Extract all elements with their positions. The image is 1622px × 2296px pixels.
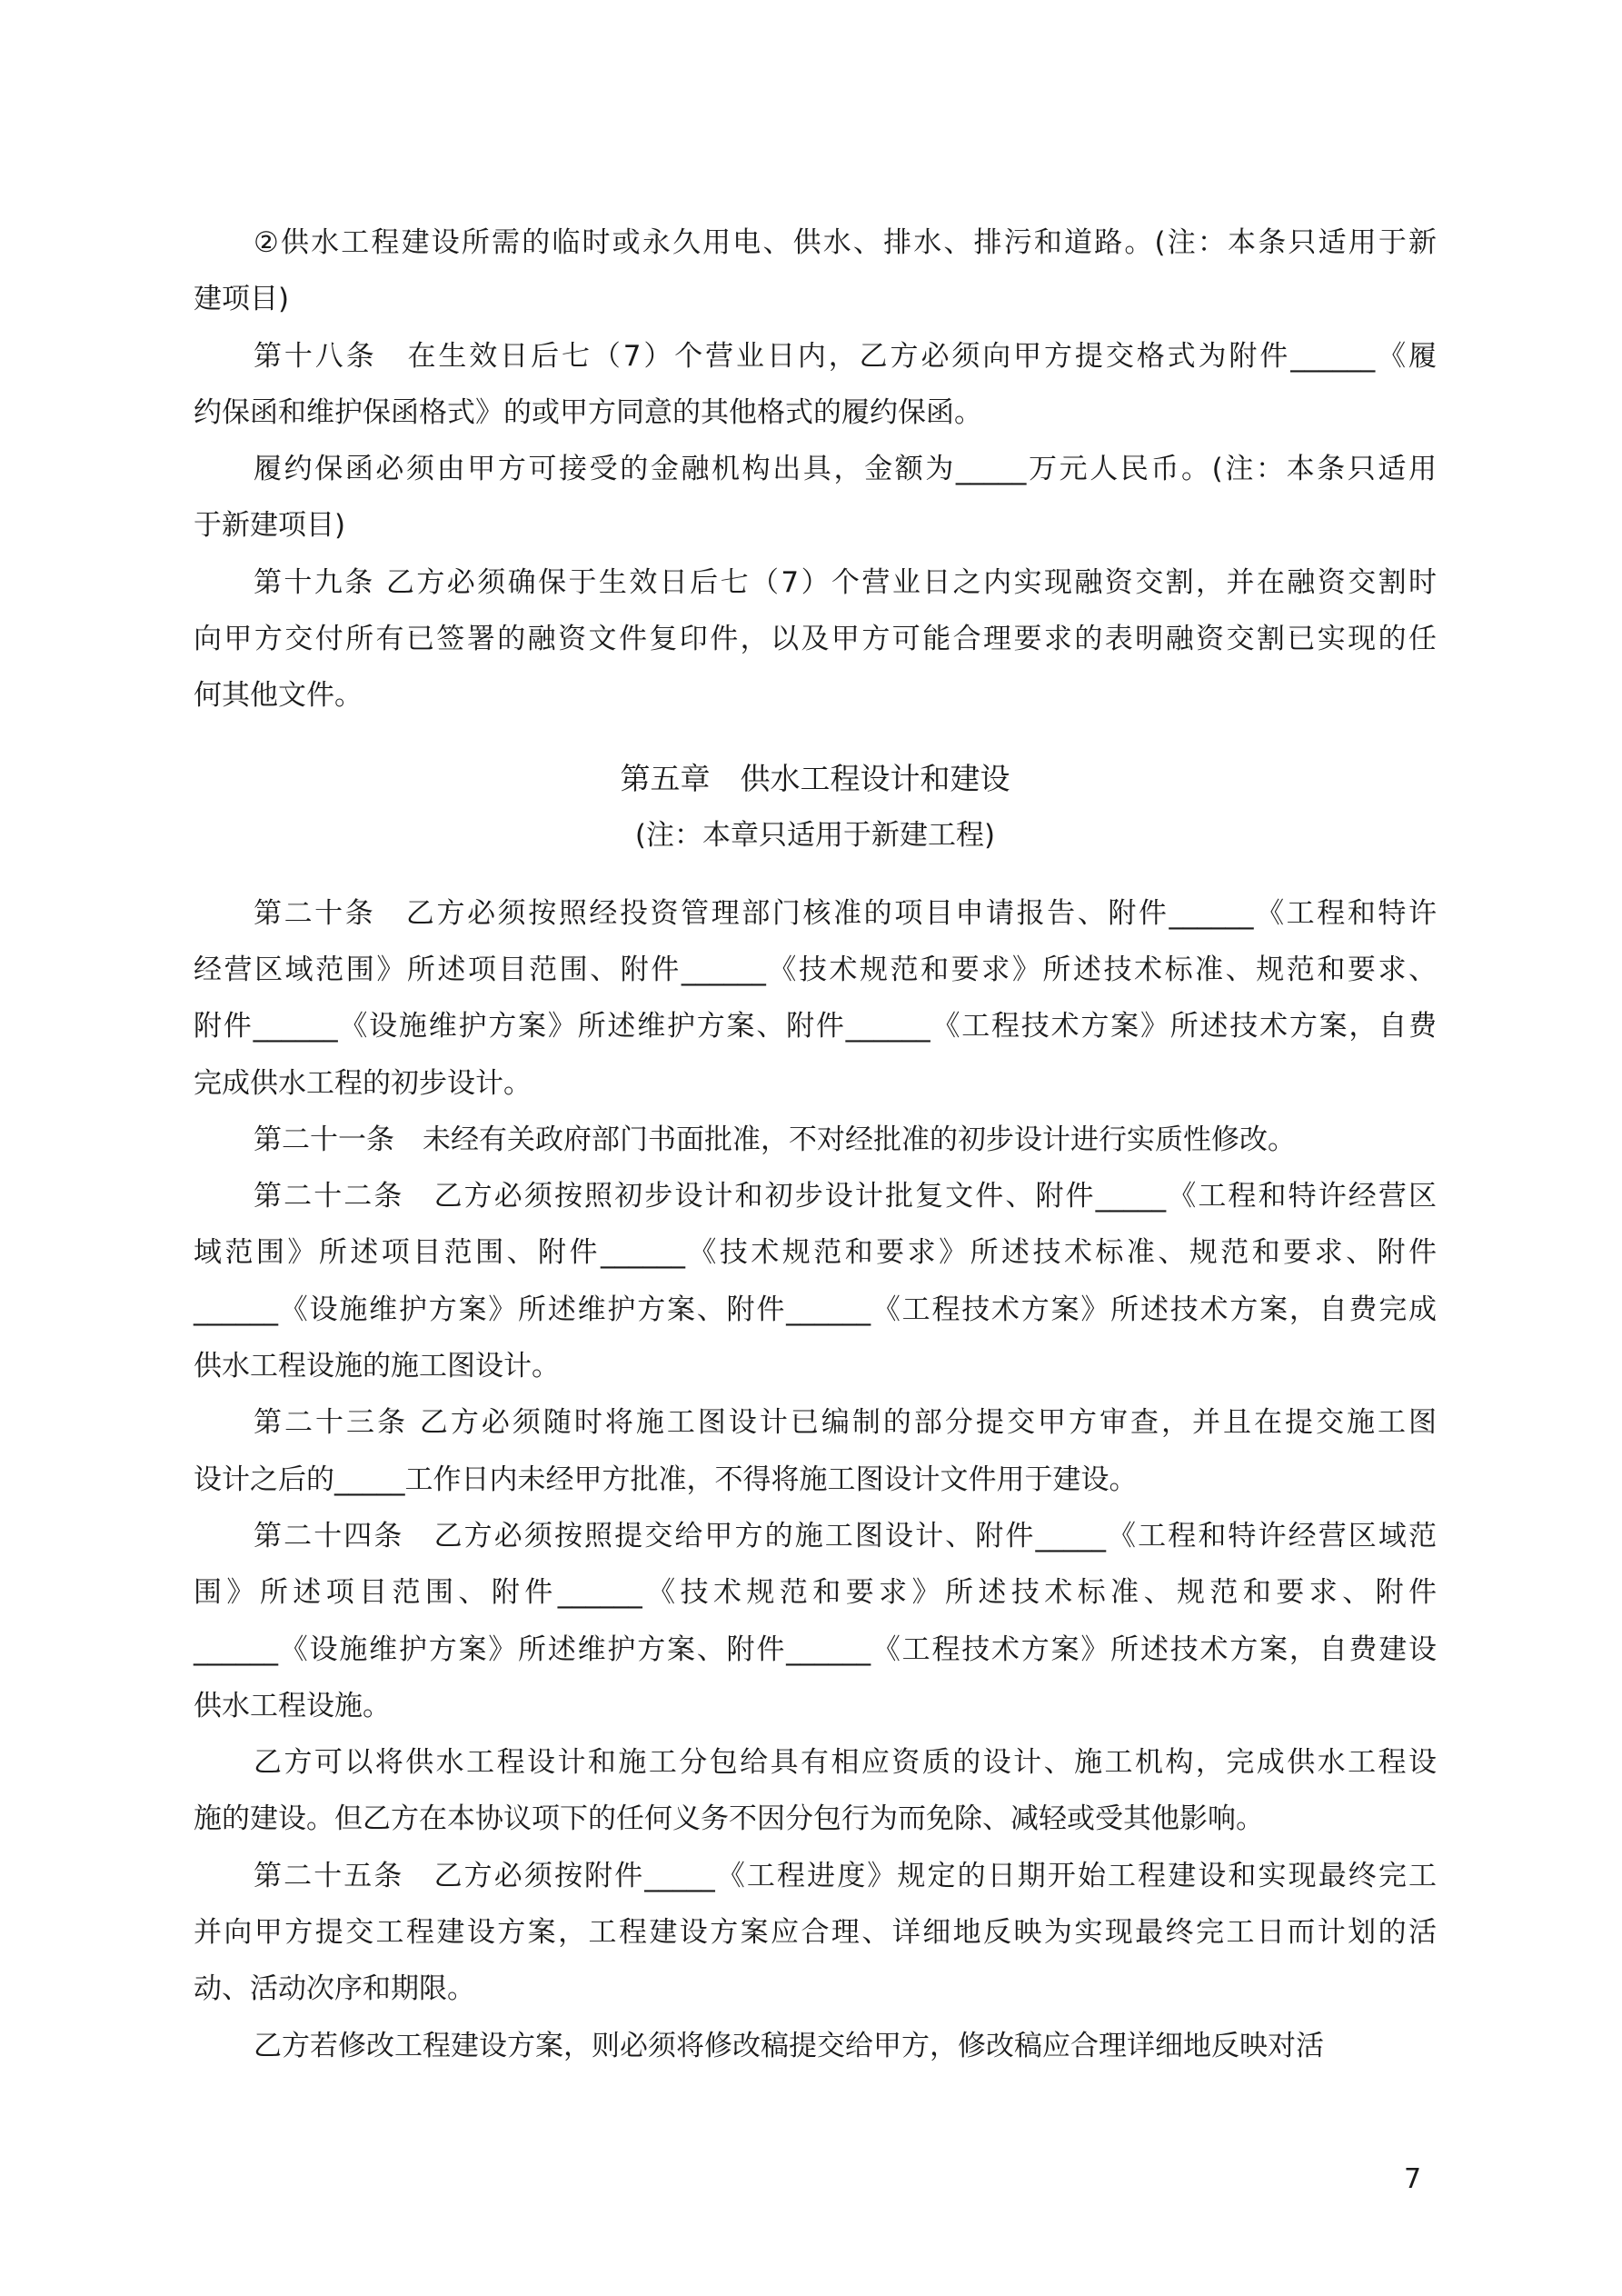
page-number: 7 (1404, 2163, 1422, 2195)
paragraph (194, 2018, 1437, 2074)
paragraph-line: ______《设施维护方案》所述维护方案、附件______《工程技术方案》所述技术方案，自费完成 (194, 1293, 1437, 1326)
paragraph (194, 215, 1437, 328)
paragraph-line: 约保函和维护保函格式》的或甲方同意的其他格式的履约保函。 (194, 395, 982, 429)
paragraph (194, 1734, 1437, 1848)
document-body (194, 215, 1437, 2074)
paragraph-line: 供水工程设施。 (194, 1689, 391, 1722)
paragraph-line: 经营区域范围》所述项目范围、附件______《技术规范和要求》所述技术标准、规范和要求、 (194, 953, 1437, 986)
paragraph-line: 附件______《设施维护方案》所述维护方案、附件______《工程技术方案》所述技术方案，自费 (194, 1010, 1437, 1043)
paragraph (194, 1848, 1437, 2018)
paragraph-line: 第二十条 乙方必须按照经投资管理部门核准的项目申请报告、附件______《工程和特许 (254, 896, 1437, 930)
paragraph-line: ______《设施维护方案》所述维护方案、附件______《工程技术方案》所述技术方案，自费建设 (194, 1632, 1437, 1666)
chapter-title: 第五章 供水工程设计和建设 (620, 760, 1010, 796)
paragraph-line: 何其他文件。 (194, 679, 363, 713)
paragraph (194, 1394, 1437, 1508)
chapter-note: (注：本章只适用于新建工程) (634, 818, 996, 852)
paragraph (194, 885, 1437, 1112)
paragraph-line: 施的建设。但乙方在本协议项下的任何义务不因分包行为而免除、减轻或受其他影响。 (194, 1802, 1264, 1836)
paragraph-line: 设计之后的_____工作日内未经甲方批准，不得将施工图设计文件用于建设。 (194, 1462, 1138, 1496)
paragraph-line: 第二十一条 未经有关政府部门书面批准，不对经批准的初步设计进行实质性修改。 (254, 1123, 1296, 1156)
paragraph-line: 履约保函必须由甲方可接受的金融机构出具，金额为_____万元人民币。(注：本条只适用 (254, 453, 1437, 486)
paragraph-line: 建项目) (194, 283, 290, 316)
paragraph-line: 围》所述项目范围、附件______《技术规范和要求》所述技术标准、规范和要求、附件 (194, 1576, 1437, 1610)
paragraph-line: 第二十五条 乙方必须按附件_____《工程进度》规定的日期开始工程建设和实现最终完工 (254, 1859, 1437, 1892)
paragraph (194, 328, 1437, 442)
paragraph-line: 乙方可以将供水工程设计和施工分包给具有相应资质的设计、施工机构，完成供水工程设 (254, 1746, 1437, 1780)
paragraph-line: 乙方若修改工程建设方案，则必须将修改稿提交给甲方，修改稿应合理详细地反映对活 (254, 2029, 1324, 2062)
paragraph-line: 第二十四条 乙方必须按照提交给甲方的施工图设计、附件_____《工程和特许经营区域范 (254, 1519, 1437, 1552)
paragraph-line: 并向甲方提交工程建设方案，工程建设方案应合理、详细地反映为实现最终完工日而计划的活 (194, 1916, 1437, 1950)
paragraph-line: 完成供水工程的初步设计。 (194, 1066, 532, 1100)
paragraph-line: ②供水工程建设所需的临时或永久用电、供水、排水、排污和道路。(注：本条只适用于新 (254, 226, 1437, 259)
paragraph-line: 第十八条 在生效日后七（7）个营业日内，乙方必须向甲方提交格式为附件______《履 (254, 339, 1437, 373)
paragraph-line: 供水工程设施的施工图设计。 (194, 1350, 560, 1383)
paragraph (194, 441, 1437, 554)
paragraph (194, 1112, 1437, 1168)
paragraph (194, 554, 1437, 724)
paragraph-line: 第二十二条 乙方必须按照初步设计和初步设计批复文件、附件_____《工程和特许经营区 (254, 1180, 1437, 1213)
paragraph-line: 于新建项目) (194, 509, 346, 543)
paragraph-line: 第二十三条 乙方必须随时将施工图设计已编制的部分提交甲方审查，并且在提交施工图 (254, 1406, 1437, 1440)
paragraph-line: 向甲方交付所有已签署的融资文件复印件，以及甲方可能合理要求的表明融资交割已实现的任 (194, 623, 1437, 656)
paragraph (194, 1168, 1437, 1394)
paragraph (194, 1508, 1437, 1734)
paragraph-line: 动、活动次序和期限。 (194, 1972, 475, 2006)
paragraph-line: 域范围》所述项目范围、附件______《技术规范和要求》所述技术标准、规范和要求、附件 (194, 1236, 1437, 1270)
paragraph-line: 第十九条 乙方必须确保于生效日后七（7）个营业日之内实现融资交割，并在融资交割时 (254, 565, 1437, 599)
